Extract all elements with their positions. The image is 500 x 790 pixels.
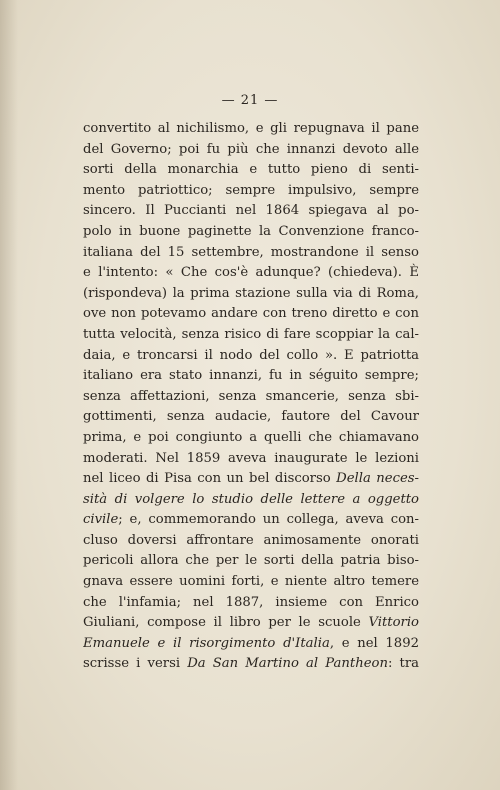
text-line (83, 346, 419, 367)
text-run: mento patriottico; sempre impulsivo, sempre (83, 182, 419, 198)
text-line (83, 449, 419, 470)
text-line (83, 201, 419, 222)
italic-text: Da San Martino al Pantheon (187, 656, 388, 672)
text-line (83, 593, 419, 614)
text-run: gnava essere uomini forti, e niente altro temere (83, 574, 419, 590)
text-line (83, 243, 419, 264)
text-line (83, 613, 419, 634)
text-run: : tra (387, 656, 419, 672)
text-run: e l'intento: « Che cos'è adunque? (chiedeva). È (83, 265, 419, 281)
text-line (83, 654, 419, 675)
italic-text: Della neces- (336, 471, 419, 487)
text-run: gottimenti, senza audacie, fautore del Cavour (83, 409, 419, 425)
text-line (83, 222, 419, 243)
text-run: ; e, commemorando un collega, aveva con- (118, 512, 419, 528)
text-line (83, 140, 419, 161)
text-line (83, 119, 419, 140)
text-run: italiano era stato innanzi, fu in séguito sempre; (83, 368, 419, 384)
text-run: senza affettazioni, senza smancerie, senza sbi- (83, 388, 419, 404)
text-line (83, 387, 419, 408)
text-line (83, 490, 419, 511)
text-run: , e nel 1892 (329, 635, 419, 651)
text-line (83, 469, 419, 490)
text-line (83, 284, 419, 305)
text-line (83, 325, 419, 346)
text-run: sincero. Il Puccianti nel 1864 spiegava al po- (83, 203, 419, 219)
text-line (83, 510, 419, 531)
text-run: ove non potevamo andare con treno diretto e con (83, 306, 419, 322)
text-run: pericoli allora che per le sorti della patria biso- (83, 553, 419, 569)
text-line (83, 531, 419, 552)
text-line (83, 572, 419, 593)
italic-text: sità di volgere lo studio delle lettere a oggetto (83, 491, 419, 507)
text-line (83, 407, 419, 428)
text-run: convertito al nichilismo, e gli repugnava il pane (83, 121, 419, 136)
text-run: polo in buone paginette la Convenzione franco- (83, 223, 419, 239)
italic-text: Emanuele e il risorgimento d'Italia (83, 635, 330, 651)
text-run: (rispondeva) la prima stazione sulla via di Roma, (83, 285, 419, 301)
text-run: moderati. Nel 1859 aveva inaugurate le lezioni (83, 450, 419, 466)
text-line (83, 160, 419, 181)
page-number: — 21 — (221, 93, 279, 108)
italic-text: Vittorio (368, 615, 419, 631)
text-line (83, 304, 419, 325)
text-line (83, 428, 419, 449)
text-run: cluso doversi affrontare animosamente onorati (83, 532, 419, 548)
text-line (83, 263, 419, 284)
body-text (83, 119, 419, 675)
text-run: daia, e troncarsi il nodo del collo ». E patriotta (83, 347, 419, 363)
text-line (83, 181, 419, 202)
text-run: del Governo; poi fu più che innanzi devoto alle (83, 141, 419, 157)
text-run: sorti della monarchia e tutto pieno di senti- (83, 162, 419, 178)
text-run: italiana del 15 settembre, mostrandone il senso (83, 244, 419, 260)
text-line (83, 551, 419, 572)
text-run: Giuliani, compose il libro per le scuole (83, 615, 369, 631)
italic-text: civile (83, 512, 119, 528)
text-run: nel liceo di Pisa con un bel discorso (83, 471, 337, 487)
text-line (83, 634, 419, 655)
text-run: tutta velocità, senza risico di fare scoppiar la cal- (83, 326, 419, 342)
text-run: prima, e poi congiunto a quelli che chiamavano (83, 429, 419, 445)
gutter-shadow (0, 0, 18, 790)
text-line (83, 366, 419, 387)
text-run: che l'infamia; nel 1887, insieme con Enrico (83, 594, 419, 610)
text-run: scrisse i versi (83, 656, 188, 672)
